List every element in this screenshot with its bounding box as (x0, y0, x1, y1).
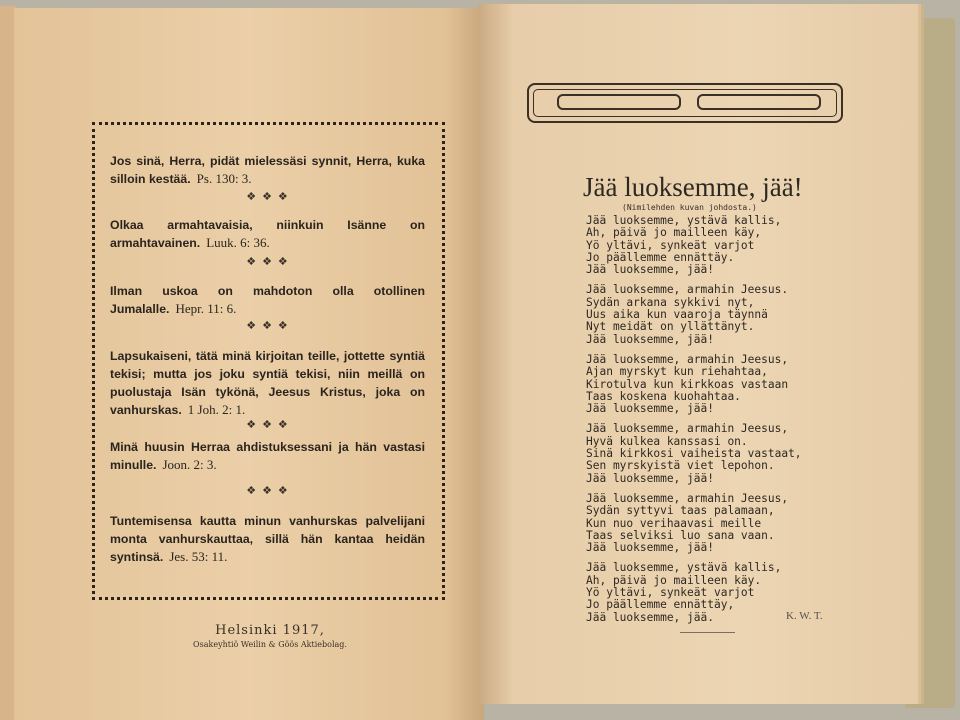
ornament: ❖❖❖ (246, 255, 294, 268)
ornament: ❖❖❖ (246, 190, 294, 203)
ornament: ❖❖❖ (246, 418, 294, 431)
stanza: Jää luoksemme, armahin Jeesus, Hyvä kulkea kanssasi on. Sinä kirkkosi vaiheista vastaat, Sen myrskyistä viet lepohon. Jää luoksemme, jää! (586, 422, 802, 485)
stanza: Jää luoksemme, ystävä kallis, Ah, päivä jo mailleen käy. Yö yltävi, synkeät varjot Jo päällemme ennättäy, Jää luoksemme, jää. (586, 561, 782, 624)
verse: Minä huusin Herraa ahdistuksessani ja hän vastasi minulle. Joon. 2: 3. (110, 440, 425, 472)
signature: K. W. T. (786, 610, 823, 622)
verse: Olkaa armahtavaisia, niinkuin Isänne on armahtavainen. Luuk. 6: 36. (110, 218, 425, 250)
poem-subtitle: (Nimilehden kuvan johdosta.) (622, 203, 757, 212)
poem-title: Jää luoksemme, jää! (583, 172, 803, 202)
stanza: Jää luoksemme, ystävä kallis, Ah, päivä jo mailleen käy, Yö yltävi, synkeät varjot Jo päällemme ennättäy. Jää luoksemme, jää! (586, 214, 782, 277)
stanza: Jää luoksemme, armahin Jeesus, Ajan myrskyt kun riehahtaa, Kirotulva kun kirkkoas vastaan Taas koskena kuohahtaa. Jää luoksemme, jää! (586, 352, 789, 416)
verse: Tuntemisensa kautta minun vanhurskas palvelijani monta vanhurskauttaa, sillä hän kantaa heidän syntinsä. Jes. 53: 11. (110, 514, 425, 564)
imprint-place: Helsinki 1917, (215, 623, 325, 638)
stanza: Jää luoksemme, armahin Jeesus, Sydän syttyvi taas palamaan, Kun nuo verihaavasi meille Taas selviksi luo sana vaan. Jää luoksemme, jää! (586, 491, 789, 555)
end-rule (680, 632, 735, 633)
ornament: ❖❖❖ (246, 319, 294, 332)
verse: Lapsukaiseni, tätä minä kirjoitan teille, jottette syntiä tekisi; mutta jos joku syntiä tekisi, niin meillä on puolustaja Isän tykönä, Jeesus Kristus, joka on vanhurskas. 1 Joh. 2: 1. (110, 349, 425, 417)
poem (586, 215, 802, 632)
imprint-publisher: Osakeyhtiö Weilin & Göös Aktiebolag. (193, 640, 347, 649)
ornament: ❖❖❖ (246, 484, 294, 497)
stanza: Jää luoksemme, armahin Jeesus. Sydän arkana sykkivi nyt, Uus aika kun vaaroja täynnä Nyt meidät on yllättänyt. Jää luoksemme, jää! (586, 283, 789, 346)
verse: Jos sinä, Herra, pidät mielessäsi synnit, Herra, kuka silloin kestää. Ps. 130: 3. (110, 154, 425, 186)
ornamental-header (527, 83, 843, 123)
verse: Ilman uskoa on mahdoton olla otollinen Jumalalle. Hepr. 11: 6. (110, 284, 425, 316)
